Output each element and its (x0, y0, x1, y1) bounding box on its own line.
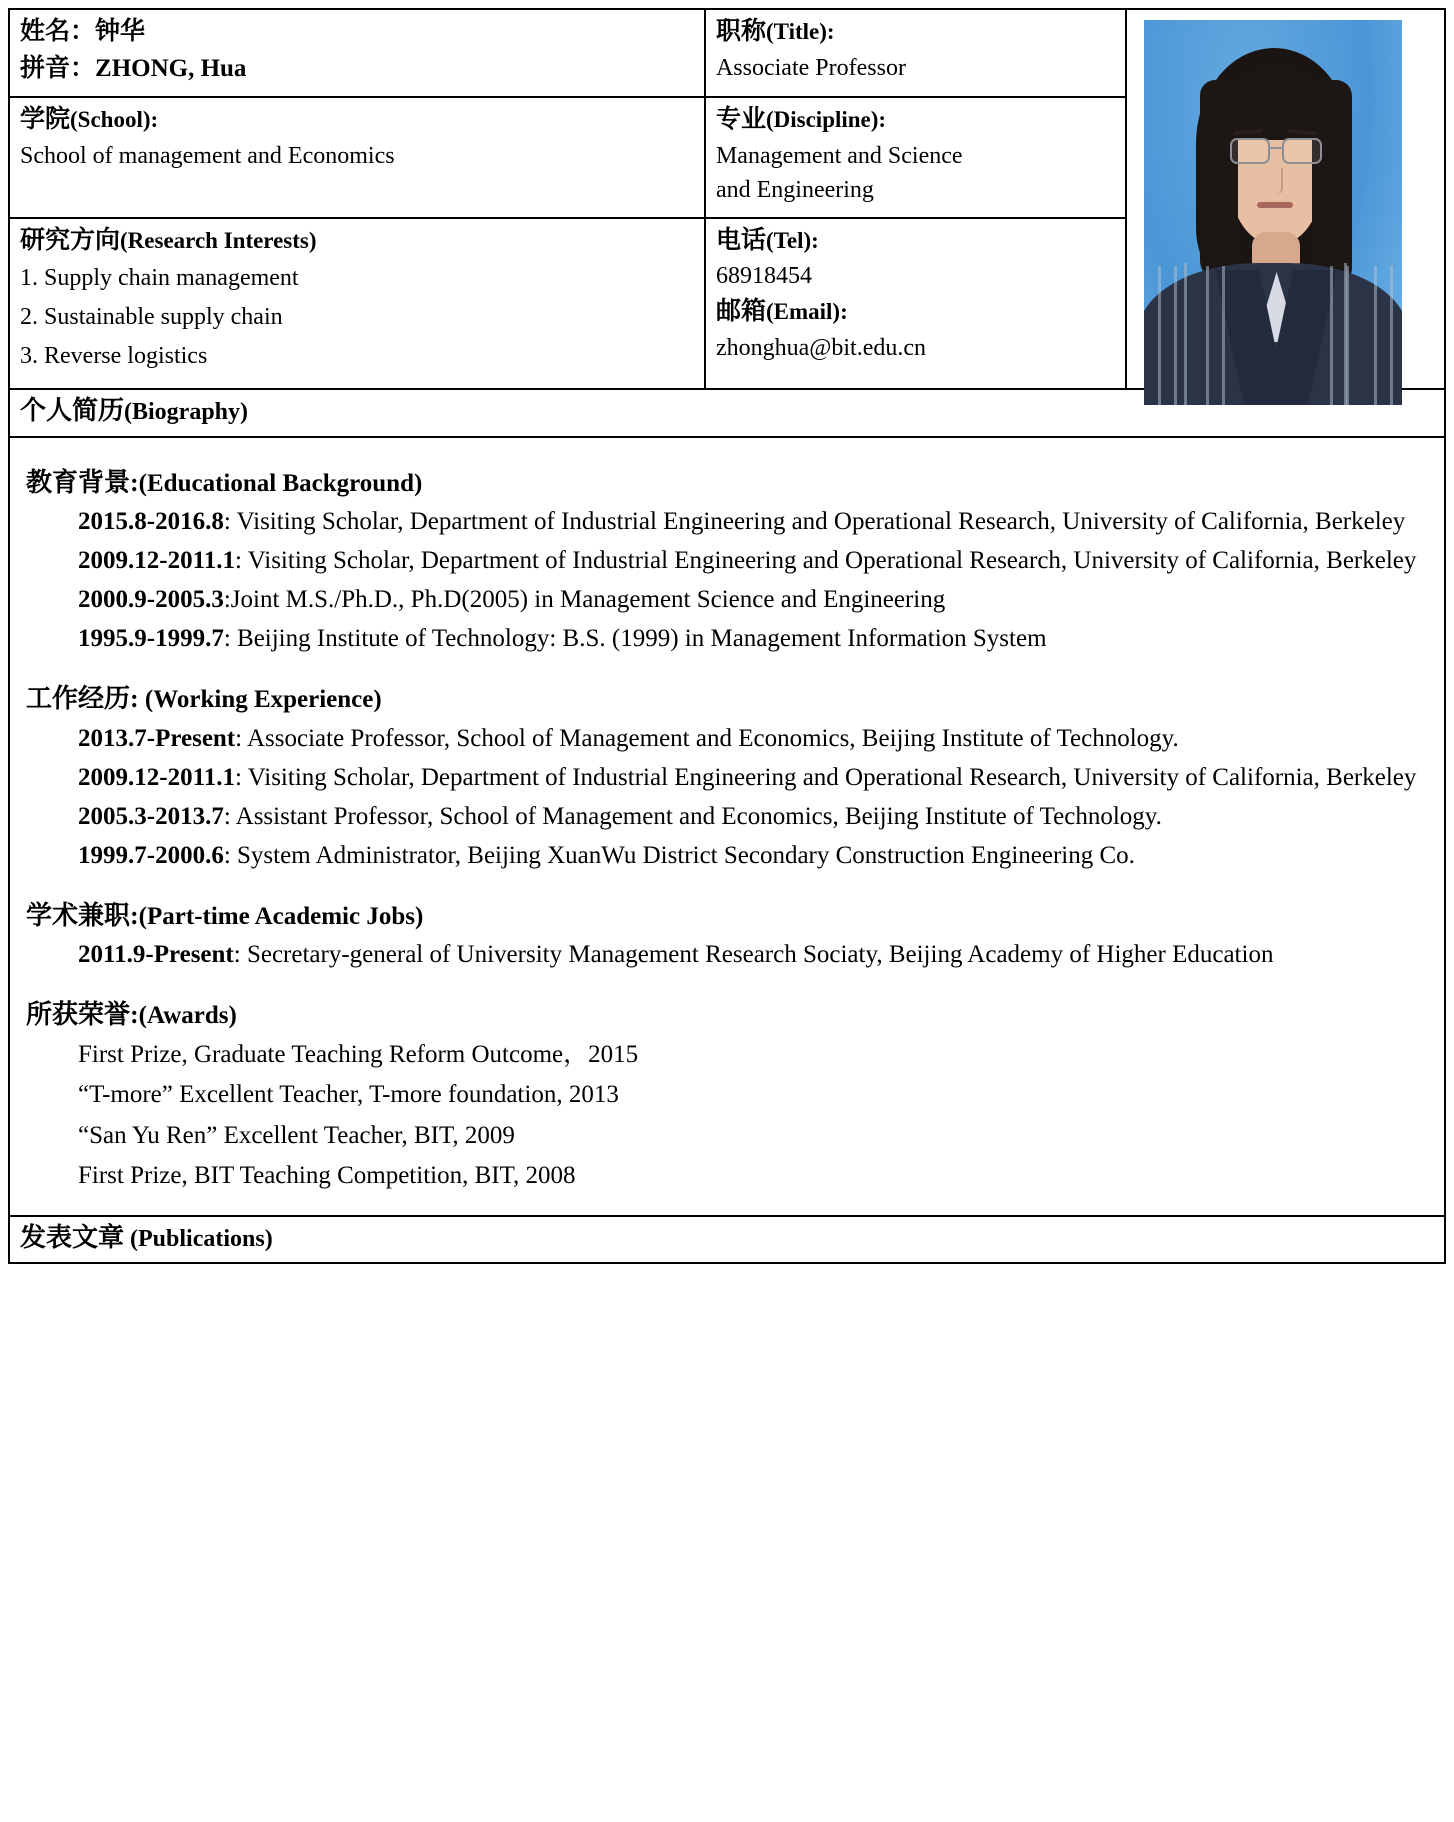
discipline-label-cn: 专业 (715, 106, 766, 134)
email-label-cn: 邮箱 (715, 298, 766, 326)
school-label-en: (School): (70, 107, 159, 133)
entry-period: 1999.7-2000.6 (78, 841, 224, 869)
photo-wrapper (1127, 10, 1444, 388)
cell-photo (1126, 9, 1445, 389)
entry-text: : Visiting Scholar, Department of Industrial Engineering and Operational Research, University of California, Berkeley (234, 763, 1417, 791)
discipline-label (716, 102, 1115, 139)
education-entry (26, 580, 1430, 619)
tel-value: 68918454 (715, 263, 812, 290)
entry-period: 2000.9-2005.3 (78, 586, 224, 613)
portrait-photo (1144, 20, 1402, 405)
name-line (20, 14, 694, 51)
entry-text: : Associate Professor, School of Management and Economics, Beijing Institute of Technology. (235, 724, 1179, 752)
research-item: 2. Sustainable supply chain (20, 304, 283, 331)
title-label-en: (Title): (765, 19, 835, 44)
working-heading-cn: 工作经历: (26, 684, 139, 713)
entry-text: : Visiting Scholar, Department of Industrial Engineering and Operational Research, University of California, Berkeley (234, 547, 1417, 574)
section-heading-working (26, 682, 1430, 717)
email-label (716, 294, 1115, 331)
discipline-value-line1: Management and Science (715, 142, 963, 169)
lens-left (1230, 138, 1270, 164)
title-label-cn: 职称 (715, 18, 766, 45)
biography-content (8, 438, 1446, 1217)
cell-research-interests (9, 218, 705, 389)
entry-text: :Joint M.S./Ph.D., Ph.D(2005) in Management Science and Engineering (223, 586, 946, 613)
table-row-name-title (9, 9, 1445, 97)
award-item: “San Yu Ren” Excellent Teacher, BIT, 2009 (78, 1121, 515, 1149)
lens-right (1282, 138, 1322, 164)
tel-label (716, 223, 1115, 260)
cell-discipline (705, 97, 1126, 218)
cell-name (9, 9, 705, 97)
school-label-cn: 学院 (20, 106, 71, 134)
entry-text: : Secretary-general of University Management Research Sociaty, Beijing Academy of Higher Education (233, 941, 1274, 968)
school-value: School of management and Economics (20, 142, 395, 169)
suit-stripe (1374, 266, 1377, 405)
awards-heading-en: (Awards) (138, 1002, 237, 1029)
education-heading-cn: 教育背景: (26, 467, 139, 497)
section-heading-education (26, 466, 1430, 501)
research-label-en: (Research Interests) (120, 227, 317, 253)
education-entry (26, 541, 1430, 580)
entry-text: : Visiting Scholar, Department of Industrial Engineering and Operational Research, University of California, Berkeley (223, 508, 1406, 535)
personal-info-table (8, 8, 1446, 390)
research-item: 3. Reverse logistics (20, 343, 208, 370)
discipline-label-en: (Discipline): (765, 107, 887, 133)
publications-band-en: (Publications) (124, 1225, 273, 1252)
parttime-heading-cn: 学术兼职: (26, 900, 139, 930)
working-entry (26, 719, 1430, 758)
name-value: 钟华 (95, 18, 146, 45)
suit-stripe (1390, 266, 1393, 405)
publications-band (8, 1217, 1446, 1265)
education-heading-en: (Educational Background) (138, 469, 423, 497)
publications-band-cn: 发表文章 (20, 1222, 125, 1252)
education-entry (26, 502, 1430, 541)
cell-contact (705, 218, 1126, 389)
suit-stripe (1346, 266, 1349, 405)
awards-heading-cn: 所获荣誉: (26, 1000, 139, 1029)
working-heading-en: (Working Experience) (138, 686, 382, 713)
research-label (20, 223, 694, 260)
pinyin-line (20, 51, 694, 88)
entry-period: 2011.9-Present (78, 941, 234, 968)
suit-stripe (1174, 266, 1177, 405)
parttime-heading-en: (Part-time Academic Jobs) (138, 902, 424, 930)
name-label: 姓名： (20, 18, 96, 45)
suit-stripe (1330, 266, 1333, 405)
tel-label-en: (Tel): (765, 227, 819, 253)
entry-text: : Beijing Institute of Technology: B.S. (1999) in Management Information System (223, 625, 1047, 652)
entry-period: 1995.9-1999.7 (78, 625, 224, 652)
research-label-cn: 研究方向 (20, 226, 121, 254)
award-item: “T-more” Excellent Teacher, T-more foundation, 2013 (78, 1081, 619, 1108)
title-value: Associate Professor (715, 54, 906, 81)
title-label (716, 14, 1115, 51)
glasses-icon (1230, 138, 1322, 160)
biography-band-en: (Biography) (124, 399, 249, 425)
education-entry (26, 619, 1430, 658)
entry-period: 2009.12-2011.1 (78, 763, 235, 791)
email-value: zhonghua@bit.edu.cn (715, 334, 927, 361)
pinyin-label: 拼音： (20, 54, 96, 82)
research-item: 1. Supply chain management (20, 265, 299, 292)
entry-period: 2015.8-2016.8 (78, 508, 224, 535)
nose (1271, 168, 1283, 194)
award-item: First Prize, Graduate Teaching Reform Outcome，2015 (78, 1040, 639, 1068)
award-item: First Prize, BIT Teaching Competition, BIT, 2008 (78, 1162, 576, 1189)
entry-text: : Assistant Professor, School of Management and Economics, Beijing Institute of Technology. (223, 802, 1162, 830)
parttime-entry (26, 935, 1430, 974)
entry-period: 2005.3-2013.7 (78, 802, 224, 830)
working-entry (26, 836, 1430, 875)
section-heading-awards (26, 998, 1430, 1033)
suit-stripe (1158, 266, 1161, 405)
tel-label-cn: 电话 (715, 226, 766, 254)
working-entry (26, 797, 1430, 836)
cell-school (9, 97, 705, 218)
discipline-value-line2: and Engineering (715, 176, 874, 203)
school-label (20, 102, 694, 139)
pinyin-value: ZHONG, Hua (95, 54, 247, 82)
email-label-en: (Email): (765, 299, 848, 325)
mouth (1257, 202, 1293, 208)
entry-period: 2009.12-2011.1 (78, 547, 235, 574)
section-heading-parttime (26, 899, 1430, 934)
working-entry (26, 758, 1430, 797)
bottom-spacer (26, 1197, 1430, 1207)
biography-band-cn: 个人简历 (20, 396, 125, 425)
suit-stripe (1206, 266, 1209, 405)
suit-stripe (1222, 266, 1225, 405)
entry-period: 2013.7-Present (78, 724, 236, 752)
entry-text: : System Administrator, Beijing XuanWu District Secondary Construction Engineering Co. (223, 841, 1135, 869)
cell-title (705, 9, 1126, 97)
